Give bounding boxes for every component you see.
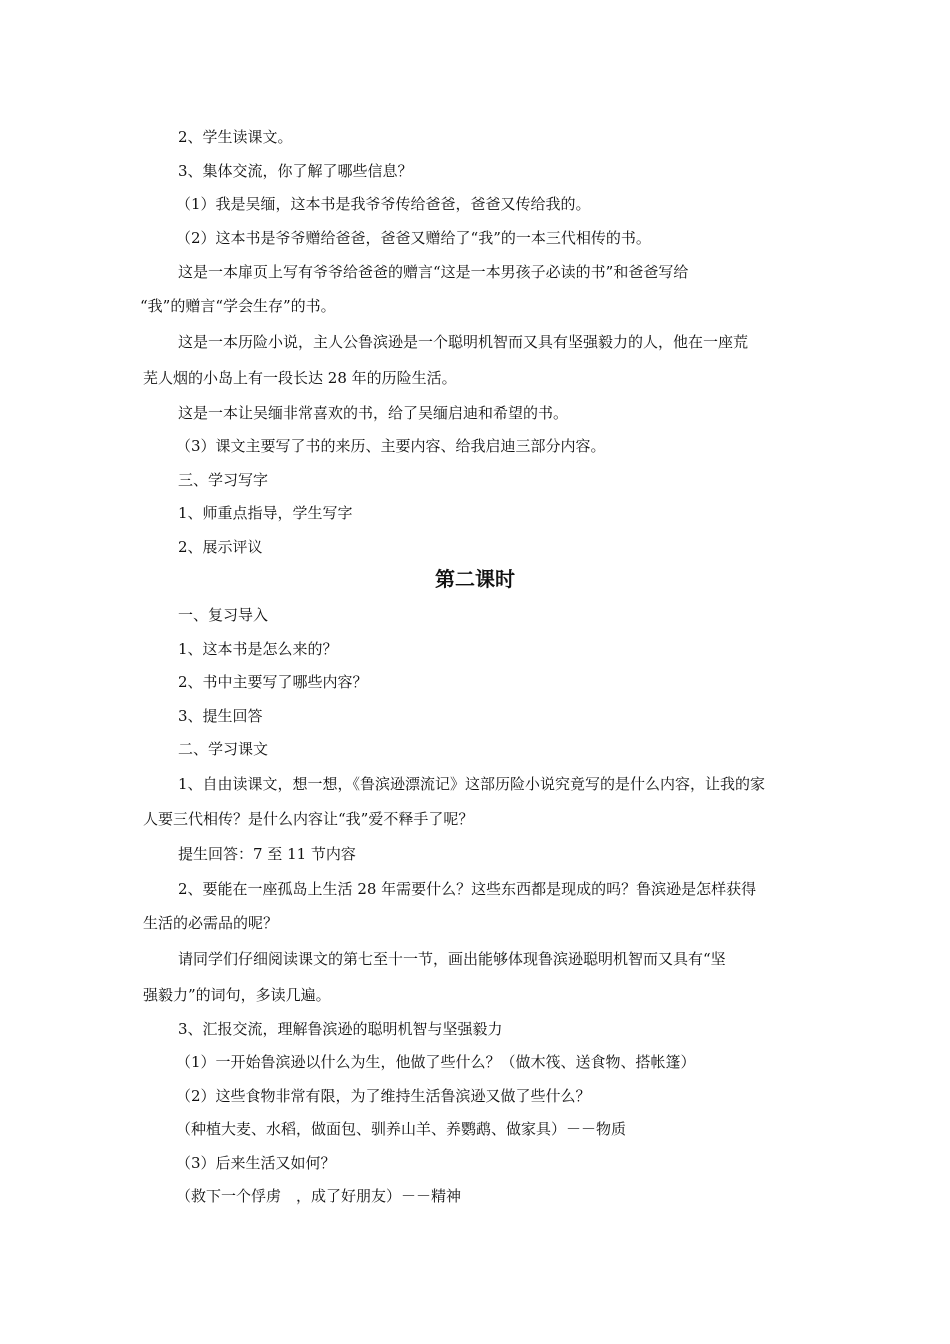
paragraph-line: 3、集体交流，你了解了哪些信息？ bbox=[178, 162, 413, 180]
paragraph-line: （1）我是吴缅，这本书是我爷爷传给爸爸，爸爸又传给我的。 bbox=[176, 195, 591, 213]
section-heading: 第二课时 bbox=[435, 567, 515, 591]
paragraph-line: （救下一个俘虏 ，成了好朋友）－－精神 bbox=[176, 1187, 462, 1205]
paragraph-line: （2）这本书是爷爷赠给爸爸，爸爸又赠给了“我”的一本三代相传的书。 bbox=[176, 229, 651, 247]
paragraph-line: （种植大麦、水稻，做面包、驯养山羊、养鹦鹉、做家具）－－物质 bbox=[176, 1120, 627, 1138]
paragraph-line: 2、学生读课文。 bbox=[178, 128, 293, 146]
paragraph-line: 二、学习课文 bbox=[178, 740, 269, 758]
paragraph-line: 1、这本书是怎么来的？ bbox=[178, 640, 338, 658]
paragraph-line: （3）课文主要写了书的来历、主要内容、给我启迪三部分内容。 bbox=[176, 437, 606, 455]
paragraph-line: （2）这些食物非常有限，为了维持生活鲁滨逊又做了些什么？ bbox=[176, 1087, 591, 1105]
paragraph-line: 人要三代相传？是什么内容让“我”爱不释手了呢？ bbox=[143, 810, 474, 828]
paragraph-line: 2、展示评议 bbox=[178, 538, 263, 556]
paragraph-line: 这是一本扉页上写有爷爷给爸爸的赠言“这是一本男孩子必读的书”和爸爸写给 bbox=[178, 263, 689, 281]
paragraph-line: 芜人烟的小岛上有一段长达 28 年的历险生活。 bbox=[143, 369, 457, 387]
paragraph-line: 三、学习写字 bbox=[178, 471, 269, 489]
paragraph-line: 提生回答：7 至 11 节内容 bbox=[178, 845, 356, 863]
paragraph-line: “我”的赠言“学会生存”的书。 bbox=[140, 297, 336, 315]
paragraph-line: 这是一本历险小说，主人公鲁滨逊是一个聪明机智而又具有坚强毅力的人，他在一座荒 bbox=[178, 333, 749, 351]
paragraph-line: 3、提生回答 bbox=[178, 707, 263, 725]
paragraph-line: 2、书中主要写了哪些内容？ bbox=[178, 673, 368, 691]
paragraph-line: 生活的必需品的呢？ bbox=[143, 914, 279, 932]
paragraph-line: （3）后来生活又如何？ bbox=[176, 1154, 336, 1172]
paragraph-line: 这是一本让吴缅非常喜欢的书，给了吴缅启迪和希望的书。 bbox=[178, 404, 569, 422]
paragraph-line: 1、师重点指导，学生写字 bbox=[178, 504, 353, 522]
paragraph-line: 一、复习导入 bbox=[178, 606, 269, 624]
paragraph-line: 强毅力”的词句，多读几遍。 bbox=[143, 986, 331, 1004]
paragraph-line: 请同学们仔细阅读课文的第七至十一节，画出能够体现鲁滨逊聪明机智而又具有“坚 bbox=[178, 950, 726, 968]
paragraph-line: （1）一开始鲁滨逊以什么为生，他做了些什么？（做木筏、送食物、搭帐篷） bbox=[176, 1053, 696, 1071]
paragraph-line: 3、汇报交流，理解鲁滨逊的聪明机智与坚强毅力 bbox=[178, 1020, 503, 1038]
paragraph-line: 2、要能在一座孤岛上生活 28 年需要什么？这些东西都是现成的吗？鲁滨逊是怎样获得 bbox=[178, 880, 757, 898]
paragraph-line: 1、自由读课文，想一想，《鲁滨逊漂流记》这部历险小说究竟写的是什么内容，让我的家 bbox=[178, 775, 766, 793]
